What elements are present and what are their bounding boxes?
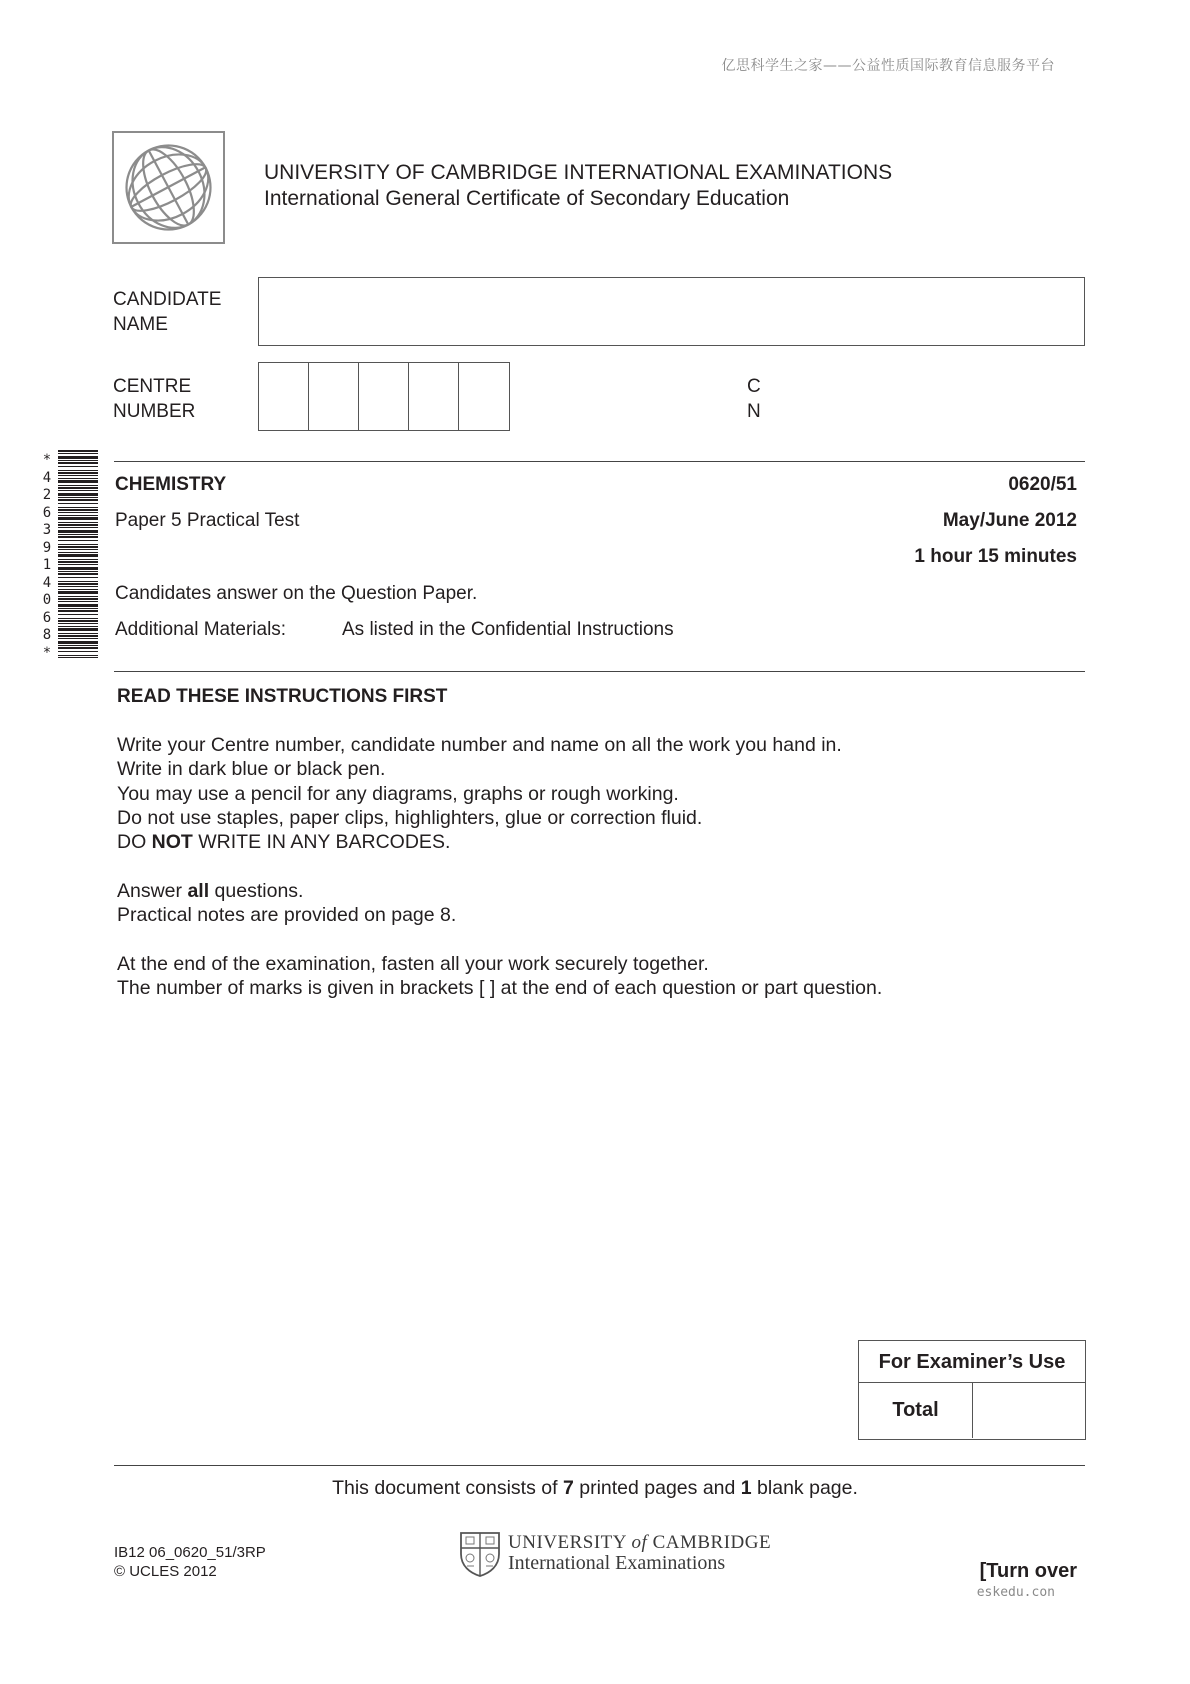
ucles-text: UNIVERSITY (508, 1532, 632, 1553)
university-name: UNIVERSITY OF CAMBRIDGE INTERNATIONAL EXAMINATIONS (264, 161, 893, 184)
barcode-digit: 6 (42, 504, 52, 521)
barcode-bar (58, 604, 98, 607)
ucles-line1 (508, 1532, 771, 1553)
barcode-bar (58, 497, 98, 498)
centre-number-digit-box[interactable] (259, 363, 309, 430)
barcode-bar (58, 591, 98, 594)
barcode-bar (58, 507, 98, 508)
centre-number-digit-box[interactable] (309, 363, 359, 430)
materials-label: Additional Materials: (115, 619, 287, 640)
page-count-text: blank page. (751, 1477, 858, 1499)
paper-code: 0620/51 (1008, 474, 1077, 495)
answer-note: Candidates answer on the Question Paper. (115, 583, 478, 604)
page-count-note (0, 1477, 1190, 1500)
instruction-emphasis: NOT (151, 831, 193, 854)
instruction-group-3 (117, 952, 882, 1001)
instruction-text: WRITE IN ANY BARCODES. (192, 831, 451, 854)
paper-title: Paper 5 Practical Test (115, 510, 300, 531)
barcode-bar (58, 583, 98, 585)
barcode-bar (58, 628, 98, 631)
barcode-bar (58, 552, 98, 553)
barcode-bar (58, 512, 98, 513)
barcode-digits (40, 452, 54, 662)
instruction-group-2 (117, 879, 882, 928)
copyright-text: © UCLES 2012 (114, 1563, 217, 1580)
examiner-total-row (859, 1383, 1085, 1438)
barcode-digit: 9 (42, 539, 52, 556)
barcode-bar (58, 657, 98, 658)
instruction-line: You may use a pencil for any diagrams, graphs or rough working. (117, 782, 679, 805)
centre-number-label-line1: CENTRE (113, 376, 192, 397)
barcode-bar (58, 460, 98, 461)
barcode-bar (58, 577, 98, 578)
candidate-name-field[interactable] (258, 277, 1085, 346)
instruction-text: DO (117, 831, 152, 854)
barcode-bar (58, 480, 98, 483)
barcode-bar (58, 490, 98, 491)
barcode-bar (58, 522, 98, 523)
reference-code: IB12 06_0620_51/3RP (114, 1544, 266, 1561)
barcode-bar (58, 601, 98, 602)
barcode-bar (58, 503, 98, 504)
barcode-bar (58, 598, 98, 600)
examiner-use-table (858, 1340, 1086, 1440)
exam-session: May/June 2012 (942, 510, 1077, 531)
barcode-bar (58, 466, 98, 467)
barcode-bar (58, 651, 98, 652)
barcode-bar (58, 493, 98, 496)
instruction-line: Write your Centre number, candidate number and name on all the work you hand in. (117, 734, 842, 756)
barcode-bar (58, 453, 98, 454)
cambridge-globe-logo (112, 131, 225, 244)
barcode-bar (58, 581, 98, 582)
globe-icon (114, 133, 223, 242)
instruction-line: At the end of the examination, fasten all your work securely together. (117, 952, 709, 975)
barcode-bar (58, 618, 98, 619)
barcode-bar (58, 620, 98, 622)
barcode-bar (58, 608, 98, 609)
barcode-bar (58, 472, 98, 474)
barcode-bar (58, 633, 98, 634)
barcode-digit: 2 (42, 487, 52, 503)
barcode-bar (58, 567, 98, 570)
divider-top (114, 461, 1085, 462)
blank-page-count: 1 (740, 1477, 752, 1499)
ucles-line2: International Examinations (508, 1552, 726, 1574)
barcode-digit: * (42, 644, 52, 661)
barcode-bar (58, 475, 98, 476)
instruction-text: questions. (209, 879, 304, 902)
instruction-group-1 (117, 733, 882, 854)
barcode-bar (58, 499, 98, 501)
instructions-heading: READ THESE INSTRUCTIONS FIRST (117, 686, 448, 707)
barcode-bar (58, 610, 98, 612)
barcode-bar (58, 527, 98, 528)
barcode-bar (58, 515, 98, 516)
barcode-digit: 0 (42, 592, 52, 608)
barcode-bar (58, 544, 98, 545)
subject-title: CHEMISTRY (115, 474, 227, 495)
page-count-text: This document consists of (332, 1477, 563, 1499)
barcode-digit: 8 (42, 627, 52, 643)
barcode-bar (58, 638, 98, 639)
turn-over-label: [Turn over (979, 1560, 1077, 1582)
centre-number-label (113, 374, 195, 424)
barcode-bar (58, 626, 98, 627)
barcode-bar (58, 470, 98, 471)
barcode-bar (58, 589, 98, 590)
instruction-text: Answer (117, 879, 188, 902)
barcode-bar (58, 549, 98, 550)
barcode-bar (58, 540, 98, 541)
barcode-bar (58, 487, 98, 489)
barcode-digit: 3 (42, 522, 52, 538)
barcode-bar (58, 623, 98, 624)
watermark-top: 亿思科学生之家——公益性质国际教育信息服务平台 (721, 58, 1055, 74)
instruction-line (117, 831, 450, 853)
barcode-bar (58, 536, 98, 538)
divider-bottom (114, 1465, 1085, 1466)
candidate-number-label-line2: N (747, 401, 761, 422)
barcode-bar (58, 534, 98, 535)
centre-number-field[interactable] (258, 362, 510, 431)
divider-middle (114, 671, 1085, 672)
instruction-line (117, 880, 303, 902)
barcode-bar (58, 564, 98, 565)
barcode-bar (58, 546, 98, 548)
page-count-text: printed pages and (573, 1477, 741, 1499)
instruction-line: The number of marks is given in brackets [ ] at the end of each question or part question. (117, 976, 883, 999)
cambridge-crest-icon (458, 1530, 502, 1578)
instructions-body (117, 733, 882, 1025)
centre-number-label-line2: NUMBER (113, 401, 196, 422)
barcode-bar (58, 524, 98, 526)
barcode-bar (58, 554, 98, 557)
ucles-wordmark (508, 1532, 771, 1574)
barcode-digit: 4 (42, 469, 52, 486)
barcode-bar (58, 596, 98, 597)
examiner-use-title: For Examiner’s Use (859, 1341, 1085, 1383)
candidate-number-label (747, 374, 761, 424)
barcode-bar (58, 559, 98, 560)
candidate-name-label (113, 287, 221, 337)
barcode-bar (58, 647, 98, 649)
instruction-emphasis: all (187, 879, 210, 902)
instruction-line: Write in dark blue or black pen. (117, 758, 386, 781)
centre-number-digit-box[interactable] (459, 363, 509, 430)
barcode-bar (58, 635, 98, 637)
barcode-bar (58, 561, 98, 563)
barcode-bar (58, 641, 98, 644)
ucles-text: CAMBRIDGE (647, 1532, 772, 1553)
barcode-bar (58, 571, 98, 572)
barcode-digit: 6 (42, 609, 52, 626)
barcode-bar (58, 517, 98, 520)
barcode-bar (58, 573, 98, 575)
barcode-digit: 1 (42, 557, 52, 573)
barcode-bar (58, 450, 98, 452)
barcode-image (58, 450, 98, 658)
barcode-bar (58, 456, 98, 459)
barcode-bar (58, 530, 98, 533)
materials-value: As listed in the Confidential Instructions (342, 619, 674, 640)
candidate-number-label-line1: C (747, 376, 761, 397)
examiner-total-label: Total (859, 1383, 973, 1438)
barcode-bar (58, 645, 98, 646)
ucles-text: of (631, 1532, 648, 1553)
barcode-bar (58, 485, 98, 486)
instruction-line: Do not use staples, paper clips, highlighters, glue or correction fluid. (117, 806, 703, 829)
candidate-name-label-line2: NAME (113, 314, 168, 335)
exam-board-heading (264, 160, 892, 212)
barcode-bar (58, 462, 98, 464)
site-watermark: eskedu.con (976, 1585, 1055, 1600)
barcode-bar (58, 614, 98, 615)
barcode-bar (58, 509, 98, 511)
footer-reference (114, 1543, 266, 1581)
barcode-bar (58, 655, 98, 656)
instruction-line: Practical notes are provided on page 8. (117, 904, 457, 927)
barcode-digit: 4 (42, 574, 52, 591)
barcode-digit: * (42, 452, 52, 468)
barcode-bar (58, 586, 98, 587)
certificate-name: International General Certificate of Secondary Education (264, 187, 790, 210)
barcode-bar (58, 478, 98, 479)
printed-page-count: 7 (562, 1477, 574, 1499)
exam-duration: 1 hour 15 minutes (914, 546, 1077, 567)
examiner-total-field[interactable] (973, 1383, 1085, 1438)
centre-number-digit-box[interactable] (359, 363, 409, 430)
centre-number-digit-box[interactable] (409, 363, 459, 430)
candidate-name-label-line1: CANDIDATE (113, 289, 222, 310)
